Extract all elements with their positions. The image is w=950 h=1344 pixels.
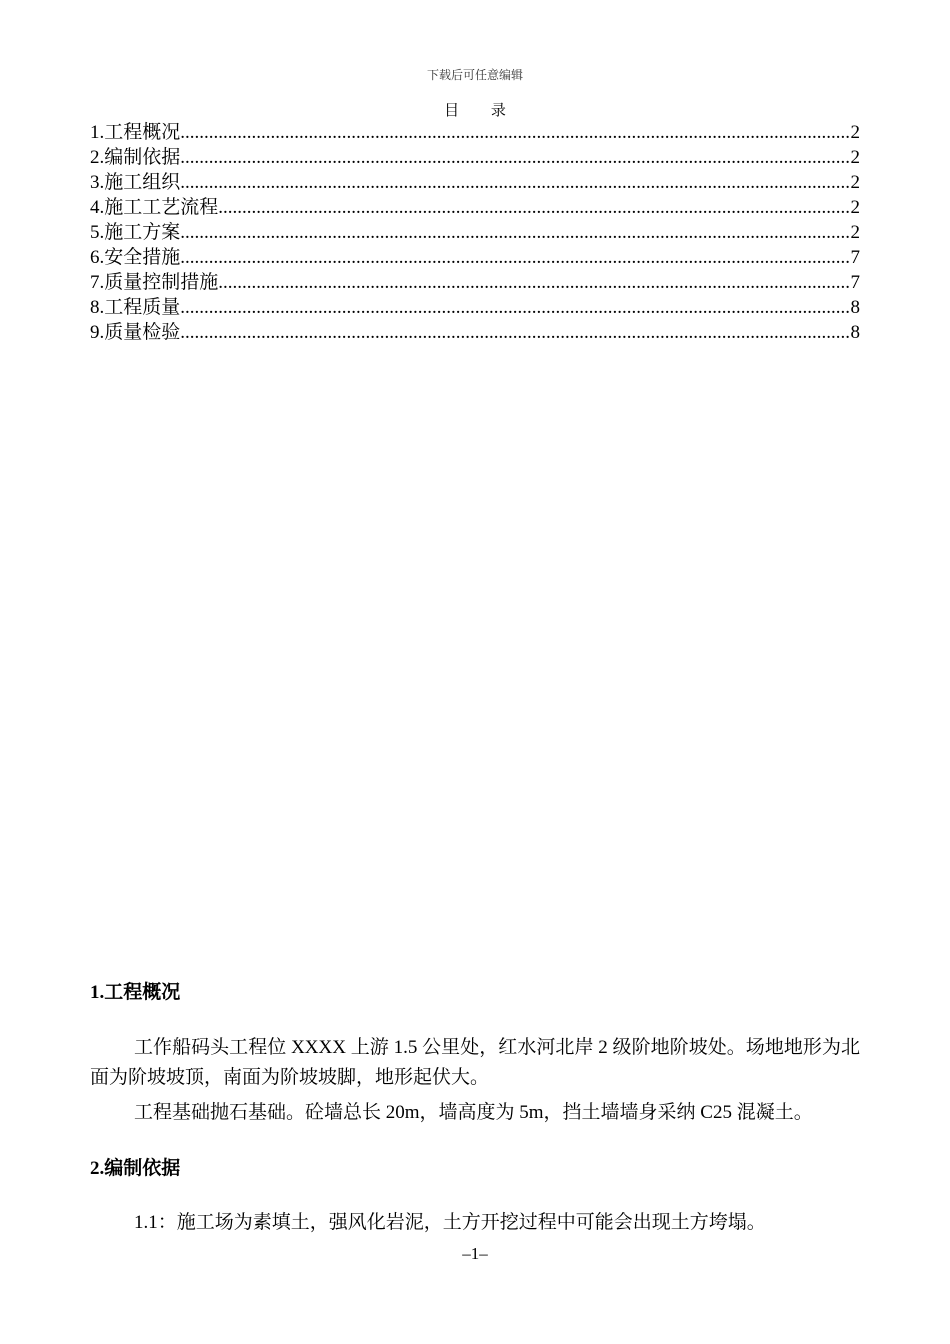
toc-dot-leader <box>180 120 850 145</box>
toc-entry-label: 2.编制依据 <box>90 147 181 168</box>
toc-dot-leader <box>180 245 850 270</box>
toc-dot-leader <box>180 145 850 170</box>
toc-entry[interactable] <box>90 170 860 195</box>
toc-entry-label: 4.施工工艺流程 <box>90 197 219 218</box>
toc-entry-page: 2 <box>850 122 860 143</box>
toc-dot-leader <box>180 220 850 245</box>
toc-title: 目 录 <box>444 103 520 119</box>
toc-entry-page: 2 <box>850 172 860 193</box>
toc-dot-leader <box>180 295 850 320</box>
toc-entry[interactable] <box>90 220 860 245</box>
toc-dot-leader <box>180 320 850 345</box>
toc-dot-leader <box>218 195 850 220</box>
toc-entry-page: 7 <box>850 272 860 293</box>
section-heading-basis: 2.编制依据 <box>90 1158 181 1179</box>
overview-paragraph-1: 工作船码头工程位 XXXX 上游 1.5 公里处，红水河北岸 2 级阶地阶坡处。场地地形为北面为阶坡坡顶，南面为阶坡坡脚，地形起伏大。 <box>90 1037 860 1088</box>
toc-entry-label: 9.质量检验 <box>90 322 181 343</box>
toc-entry[interactable] <box>90 270 860 295</box>
header-note: 下载后可任意编辑 <box>426 68 523 82</box>
toc-entry[interactable] <box>90 245 860 270</box>
toc-entry[interactable] <box>90 320 860 345</box>
toc-entry[interactable] <box>90 120 860 145</box>
table-of-contents <box>90 120 860 345</box>
toc-entry-page: 8 <box>850 297 860 318</box>
toc-entry-label: 5.施工方案 <box>90 222 181 243</box>
toc-entry[interactable] <box>90 295 860 320</box>
page-number: –1– <box>462 1244 488 1263</box>
toc-entry-page: 7 <box>850 247 860 268</box>
toc-entry-page: 8 <box>850 322 860 343</box>
toc-entry-label: 7.质量控制措施 <box>90 272 219 293</box>
toc-entry-label: 3.施工组织 <box>90 172 181 193</box>
basis-paragraph-1: 1.1：施工场为素填土，强风化岩泥，土方开挖过程中可能会出现土方垮塌。 <box>134 1212 766 1233</box>
overview-paragraph-2: 工程基础抛石基础。砼墙总长 20m，墙高度为 5m，挡土墙墙身采纳 C25 混凝土。 <box>134 1102 813 1123</box>
toc-dot-leader <box>180 170 850 195</box>
toc-entry-page: 2 <box>850 222 860 243</box>
toc-entry[interactable] <box>90 145 860 170</box>
toc-entry-label: 6.安全措施 <box>90 247 181 268</box>
toc-entry-label: 1.工程概况 <box>90 122 181 143</box>
toc-entry-label: 8.工程质量 <box>90 297 181 318</box>
toc-entry-page: 2 <box>850 197 860 218</box>
toc-dot-leader <box>218 270 850 295</box>
section-heading-overview: 1.工程概况 <box>90 982 181 1003</box>
toc-entry[interactable] <box>90 195 860 220</box>
toc-entry-page: 2 <box>850 147 860 168</box>
